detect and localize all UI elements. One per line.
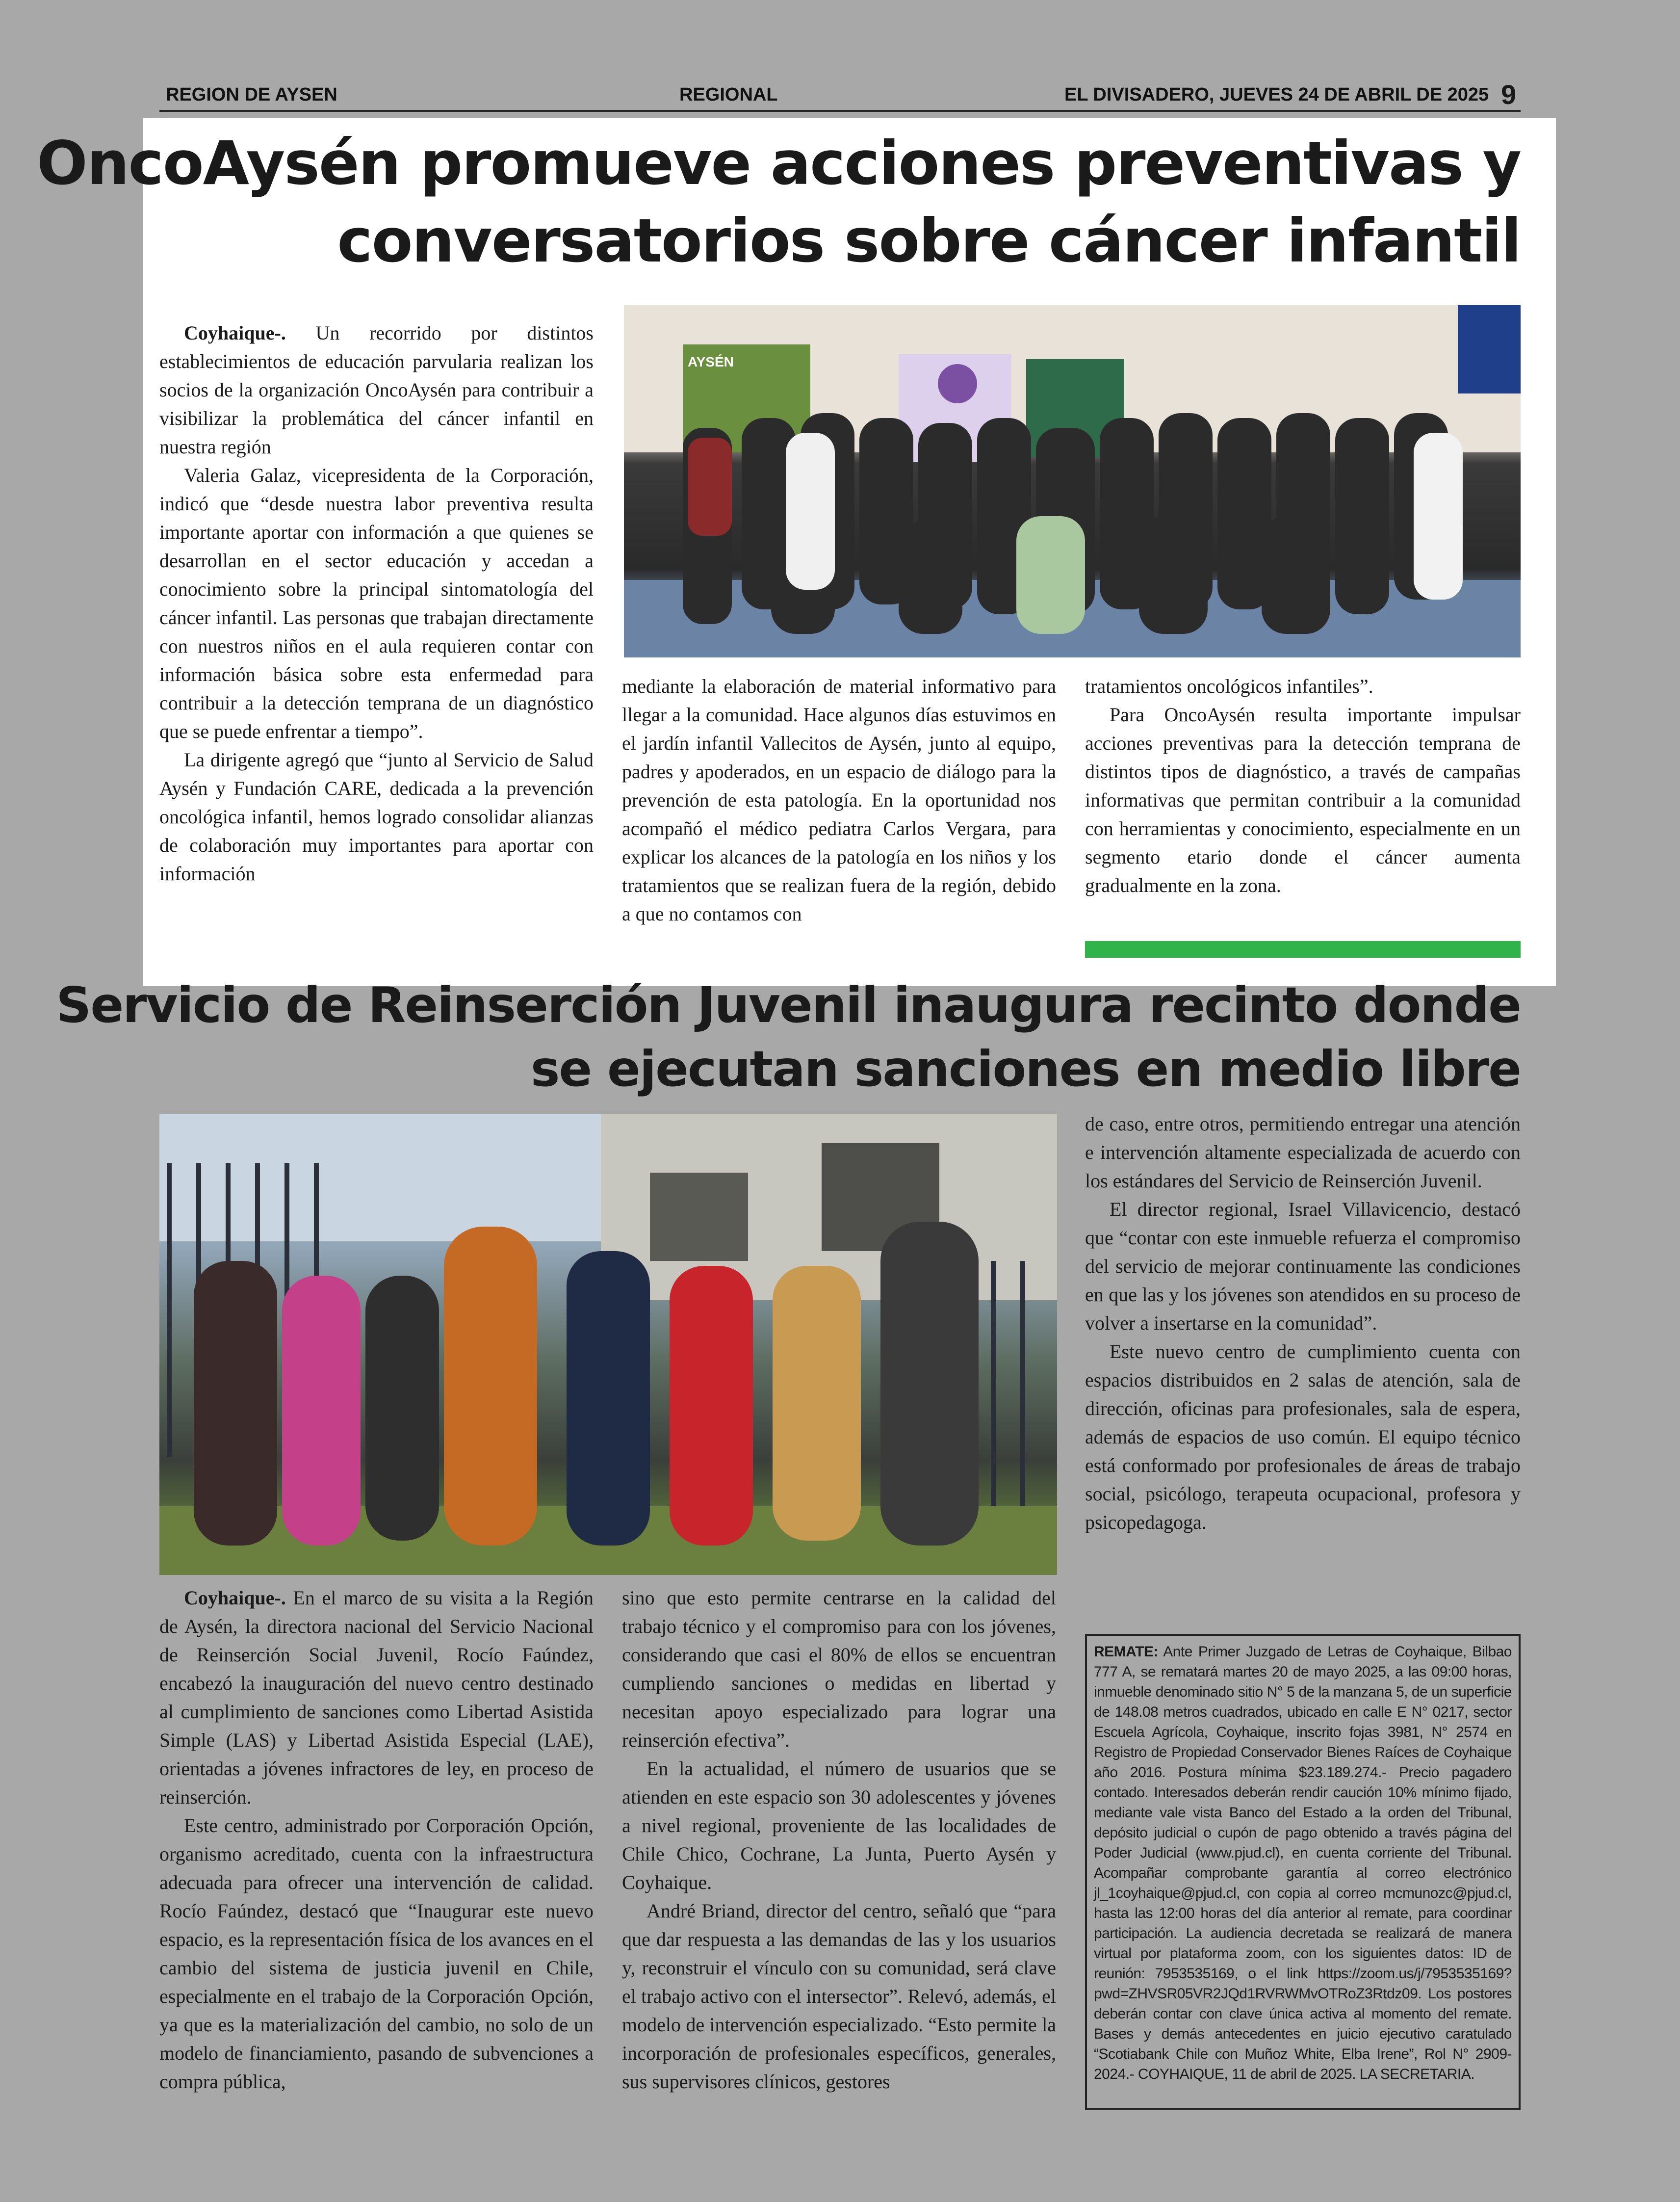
legal-notice-text: Ante Primer Juzgado de Letras de Coyhaique, Bilbao 777 A, se rematará martes 20 de mayo 2025, a las 09:00 horas, inmueble denominado sitio N° 5 de la manzana 5, de un superficie de 148.08 metros cuadrados, ubicado en calle E N° 0217, sector Escuela Agrícola, Coyhaique, inscrito fojas 3981, N° 2574 en Registro de Propiedad Conservador Bienes Raíces de Coyhaique año 2016. Postura mínima $23.189.274.- Precio pagadero contado. Interesados deberán rendir caución 10% mínimo fijado, mediante vale vista Banco del Estado a la orden del Tribunal, depósito judicial o cupón de pago obtenido a través página del Poder Judicial (www.pjud.cl), en cuenta corriente del Tribunal. Acompañar comprobante garantía al correo electrónico jl_1coyhaique@pjud.cl, con copia al correo mcmunozc@pjud.cl, hasta las 12:00 horas del día anterior al remate, para coordinar participación. La audiencia decretada se realizará de manera virtual por plataforma zoom, con los siguientes datos: ID de reunión: 7953535169, o el link https://zoom.us/j/7953535169? pwd=ZHVSR05VR2JQd1RVRWMvOTRoZ3Rtdz09. Los postores deberán contar con clave única activa al momento del remate. Bases y demás antecedentes en juicio ejecutivo caratulado “Scotiabank Chile con Muñoz White, Elba Irene”, Rol N° 2909-2024.- COYHAIQUE, 11 de abril de 2025. LA SECRETARIA. — [1094, 1644, 1512, 2082]
article2-column1: Coyhaique-. En el marco de su visita a la Región de Aysén, la directora nacional del Servicio Nacional de Reinserción Social Juvenil, Rocío Faúndez, encabezó la inauguración del nuevo centro destinado al cumplimiento de sanciones como Libertad Asistida Simple (LAS) y Libertad Asistida Especial (LAE), orientadas a jóvenes infractores de ley, en proceso de reinserción. Este centro, administrado por Corporación Opción, organismo acreditado, cuenta con la infraestructura adecuada para ofrecer una intervención de calidad. Rocío Faúndez, destacó que “Inaugurar este nuevo espacio, es la representación física de los avances en el cambio del sistema de justicia juvenil en Chile, especialmente en el trabajo de la Corporación Opción, ya que es la materialización del cambio, no solo de un modelo de financiamiento, pasando de subvenciones a compra pública, — [159, 1587, 594, 2093]
article1-accent-bar — [1085, 941, 1521, 958]
article1-photo — [624, 305, 1521, 657]
article1-column2: mediante la elaboración de material informativo para llegar a la comunidad. Hace algunos días estuvimos en el jardín infantil Vallecitos de Aysén, junto al equipo, padres y apoderados, en un espacio de diálogo para la prevención de esta patología. En la oportunidad nos acompañó el médico pediatra Carlos Vergara, para explicar los alcances de la patología en los niños y los tratamientos que se realizan fuera de la región, debido a que no contamos con — [622, 675, 1056, 925]
article2-headline-line2: se ejecutan sanciones en medio libre — [530, 1040, 1521, 1098]
article2-headline-line1: Servicio de Reinserción Juvenil inaugura recinto donde — [56, 976, 1521, 1034]
photo-sign-text: AYSÉN — [688, 354, 734, 369]
legal-notice-label: REMATE: — [1094, 1644, 1158, 1660]
article1-paragraph: La dirigente agregó que “junto al Servicio de Salud Aysén y Fundación CARE, dedicada a la prevención oncológica infantil, hemos logrado consolidar alianzas de colaboración muy importantes para aportar con información — [159, 749, 594, 885]
article2-photo — [159, 1114, 1057, 1575]
header-rule — [159, 110, 1521, 112]
section-label-left: REGION DE AYSEN — [166, 84, 337, 105]
article2-dateline: Coyhaique-. — [184, 1587, 286, 1609]
article1-column1: Coyhaique-. Un recorrido por distintos establecimientos de educación parvularia realizan los socios de la organización OncoAysén para contribuir a visibilizar la problemática del cáncer infantil en nuestra región Valeria Galaz, vicepresidenta de la Corporación, indicó que “desde nuestra labor preventiva resulta importante aportar con información a que quienes se desarrollan en el sector educación y accedan a conocimiento sobre la principal sintomatología del cáncer infantil. Las personas que trabajan directamente con nuestros niños en el aula requieren contar con información básica sobre esta enfermedad para contribuir a la detección temprana de un diagnóstico que se puede enfrentar a tiempo”. La dirigente agregó que “junto al Servicio de Salud Aysén y Fundación CARE, dedicada a la prevención oncológica infantil, hemos logrado consolidar alianzas de colaboración muy importantes para aportar con información — [159, 319, 594, 967]
article1-paragraph: Valeria Galaz, vicepresidenta de la Corporación, indicó que “desde nuestra labor preventiva resulta importante aportar con información a que quienes se desarrollan en el sector educación y accedan a conocimiento sobre la principal sintomatología del cáncer infantil. Las personas que trabajan directamente con nuestros niños en el aula requieren contar con información básica sobre esta enfermedad para contribuir a la detección temprana de un diagnóstico que se puede enfrentar a tiempo”. — [159, 464, 594, 742]
article1-dateline: Coyhaique-. — [184, 322, 286, 344]
page-number: 9 — [1501, 79, 1517, 110]
article2-column3: de caso, entre otros, permitiendo entregar una atención e intervención altamente especializada de acuerdo con los estándares del Servicio de Reinserción Juvenil. El director regional, Israel Villavicencio, destacó que “contar con este inmueble refuerza el compromiso del servicio de mejorar continuamente las condiciones en que las y los jóvenes son atendidos en su proceso de volver a insertarse en la comunidad”. Este nuevo centro de cumplimiento cuenta con espacios distribuidos en 2 salas de atención, sala de dirección, oficinas para profesionales, sala de espera, además de espacios de uso común. El equipo técnico está conformado por profesionales de áreas de trabajo social, psicólogo, terapeuta ocupacional, profesora y psicopedagoga. — [1085, 1113, 1521, 1533]
edition-date: EL DIVISADERO, JUEVES 24 DE ABRIL DE 2025 — [1064, 84, 1489, 105]
section-label-center: REGIONAL — [679, 84, 778, 105]
article1-headline-line1: OncoAysén promueve acciones preventivas y — [36, 129, 1521, 198]
article2-column2: sino que esto permite centrarse en la calidad del trabajo técnico y el compromiso para con los jóvenes, considerando que casi el 80% de ellos se encuentran cumpliendo sanciones o medidas en libertad y necesitan apoyo especializado para lograr una reinserción efectiva”. En la actualidad, el número de usuarios que se atienden en este espacio son 30 adolescentes y jóvenes a nivel regional, proveniente de las localidades de Chile Chico, Cochrane, La Junta, Puerto Aysén y Coyhaique. André Briand, director del centro, señaló que “para que dar respuesta a las demandas de las y los usuarios y, reconstruir el vínculo con su comunidad, será clave el trabajo activo con el intersector”. Relevó, además, el modelo de intervención especializado. “Esto permite la incorporación de profesionales específicos, generales, sus supervisores clínicos, gestores — [622, 1587, 1056, 2093]
legal-notice-box — [1085, 1634, 1521, 2110]
article1-headline-line2: conversatorios sobre cáncer infantil — [337, 206, 1521, 276]
article1-column3: tratamientos oncológicos infantiles”. Para OncoAysén resulta importante impulsar acciones preventivas para la detección temprana de distintos tipos de diagnóstico, a través de campañas informativas que permitan contribuir a la comunidad con herramientas y conocimiento, especialmente en un segmento etario donde el cáncer aumenta gradualmente en la zona. — [1085, 675, 1521, 896]
